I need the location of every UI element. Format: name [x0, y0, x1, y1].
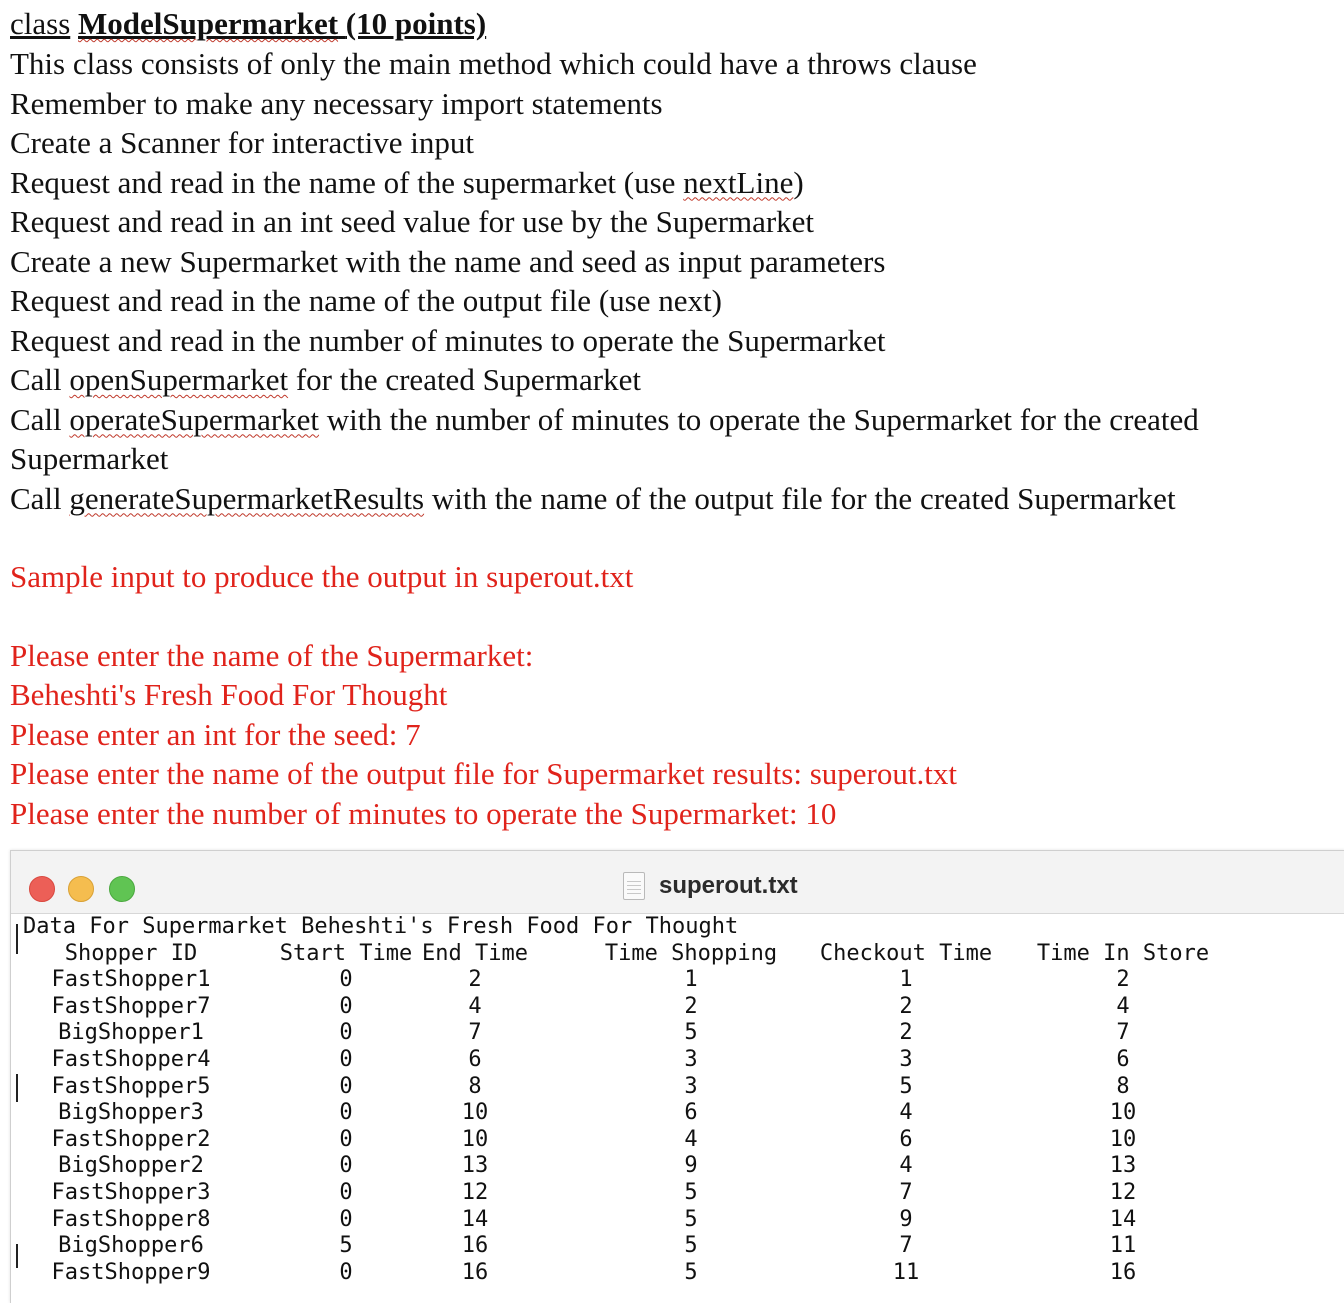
- close-button[interactable]: [29, 876, 55, 902]
- table-cell: 8: [468, 1073, 482, 1099]
- sample-prompt: Please enter the number of minutes to operate the Supermarket: 10: [10, 795, 837, 831]
- table-row: [11, 1047, 1331, 1074]
- table-cell: FastShopper1: [51, 967, 211, 993]
- table-cell: 10: [461, 1100, 489, 1126]
- table-cell: BigShopper1: [58, 1020, 204, 1046]
- column-header: Shopper ID: [64, 940, 198, 966]
- sample-prompt: Please enter the name of the output file for Supermarket results: superout.txt: [10, 756, 957, 791]
- sample-heading: Sample input to produce the output in superout.txt: [10, 559, 634, 594]
- table-cell: FastShopper8: [51, 1206, 211, 1232]
- column-header: Checkout Time: [819, 940, 993, 966]
- table-cell: 6: [468, 1047, 482, 1072]
- table-cell: 2: [684, 993, 698, 1019]
- data-header-line: Data For Supermarket Beheshti's Fresh Food For Thought: [23, 914, 739, 939]
- table-row: [11, 1180, 1331, 1207]
- table-cell: 2: [468, 967, 482, 993]
- table-cell: 2: [899, 993, 913, 1019]
- table-row: [11, 967, 1331, 994]
- operate-method: operateSupermarket: [69, 401, 320, 437]
- table-cell: BigShopper2: [58, 1153, 204, 1179]
- table-cell: 3: [899, 1047, 913, 1072]
- table-cell: 11: [892, 1259, 920, 1285]
- table-cell: 1: [899, 967, 913, 993]
- textedit-window: [10, 850, 1344, 1303]
- table-row: [11, 1260, 1331, 1287]
- table-cell: FastShopper3: [51, 1180, 211, 1205]
- file-content[interactable]: [11, 914, 1344, 1303]
- column-header: Time Shopping: [604, 940, 778, 966]
- text-file-icon: [623, 872, 645, 900]
- table-row: [11, 1207, 1331, 1234]
- instruction-line: Request and read in the number of minutes to operate the Supermarket: [10, 322, 886, 358]
- table-cell: 5: [684, 1180, 698, 1205]
- table-cell: 13: [1109, 1153, 1137, 1179]
- table-cell: 5: [684, 1206, 698, 1232]
- nextline-method: nextLine: [683, 164, 794, 200]
- generate-method: generateSupermarketResults: [69, 480, 425, 516]
- table-cell: 0: [339, 993, 353, 1019]
- table-cell: BigShopper6: [58, 1233, 204, 1259]
- table-cell: 10: [1109, 1100, 1137, 1126]
- table-cell: 7: [1116, 1020, 1130, 1046]
- class-title: [10, 4, 1340, 44]
- instruction-line: Request and read in the name of the output file (use next): [10, 283, 722, 318]
- table-cell: 16: [461, 1259, 489, 1285]
- table-cell: 2: [899, 1020, 913, 1046]
- instruction-line: Create a Scanner for interactive input: [10, 125, 474, 160]
- table-cell: 5: [684, 1233, 698, 1259]
- table-cell: 5: [684, 1020, 698, 1046]
- table-cell: 3: [684, 1047, 698, 1072]
- table-row: [11, 994, 1331, 1021]
- table-cell: 0: [339, 1020, 353, 1046]
- table-row: [11, 1020, 1331, 1047]
- table-cell: 5: [899, 1073, 913, 1099]
- window-title-text: superout.txt: [659, 872, 798, 899]
- table-cell: 9: [899, 1206, 913, 1232]
- table-cell: 4: [468, 993, 482, 1019]
- table-row: [11, 1233, 1331, 1260]
- table-cell: 16: [1109, 1259, 1137, 1285]
- sample-prompt: Please enter the name of the Supermarket:: [10, 637, 534, 673]
- table-cell: 6: [684, 1100, 698, 1126]
- instruction-line: Request and read in an int seed value for use by the Supermarket: [10, 204, 815, 239]
- table-cell: BigShopper3: [58, 1100, 204, 1126]
- window-title: [623, 871, 798, 901]
- table-cell: 11: [1109, 1233, 1137, 1259]
- sample-prompt: Beheshti's Fresh Food For Thought: [10, 677, 448, 712]
- minimize-button[interactable]: [68, 876, 94, 902]
- table-cell: FastShopper4: [51, 1047, 211, 1072]
- class-keyword: class: [10, 6, 71, 41]
- table-cell: 0: [339, 1047, 353, 1072]
- table-cell: 0: [339, 1100, 353, 1126]
- table-row: [11, 1074, 1331, 1101]
- table-cell: 0: [339, 1073, 353, 1099]
- instruction-line-generate: Call generateSupermarketResults with the name of the output file for the created Supermarket: [10, 480, 1176, 516]
- table-cell: 4: [899, 1153, 913, 1179]
- table-cell: FastShopper9: [51, 1259, 211, 1285]
- table-cell: 0: [339, 1206, 353, 1232]
- table-cell: 7: [468, 1020, 482, 1046]
- table-cell: 8: [1116, 1073, 1130, 1099]
- table-cell: 12: [461, 1180, 489, 1205]
- table-cell: 0: [339, 967, 353, 993]
- table-row: [11, 1127, 1331, 1154]
- instruction-line: Remember to make any necessary import statements: [10, 85, 663, 121]
- table-cell: 3: [684, 1073, 698, 1099]
- table-cell: 1: [684, 967, 698, 993]
- table-cell: 5: [684, 1259, 698, 1285]
- assignment-document: [10, 4, 1340, 833]
- instruction-line-operate: Call operateSupermarket with the number of minutes to operate the Supermarket for the created Supermarket: [10, 401, 1199, 476]
- table-cell: 0: [339, 1180, 353, 1205]
- table-cell: 6: [1116, 1047, 1130, 1072]
- table-cell: 4: [1116, 993, 1130, 1019]
- open-method: openSupermarket: [69, 362, 289, 397]
- table-row: [11, 1100, 1331, 1127]
- zoom-button[interactable]: [109, 876, 135, 902]
- column-header-row: [11, 941, 1331, 968]
- table-cell: FastShopper2: [51, 1126, 211, 1152]
- table-cell: 7: [899, 1180, 913, 1205]
- instruction-line-nextline: Request and read in the name of the supermarket (use nextLine): [10, 164, 804, 200]
- table-cell: 6: [899, 1126, 913, 1152]
- table-cell: 9: [684, 1153, 698, 1179]
- column-header: Start Time: [279, 940, 413, 966]
- instruction-line-open: Call openSupermarket for the created Supermarket: [10, 362, 641, 397]
- instruction-line: Create a new Supermarket with the name and seed as input parameters: [10, 243, 886, 279]
- table-cell: 0: [339, 1153, 353, 1179]
- table-cell: FastShopper5: [51, 1073, 211, 1099]
- table-cell: 0: [339, 1126, 353, 1152]
- table-cell: FastShopper7: [51, 993, 211, 1019]
- class-name: ModelSupermarket (10 points): [78, 6, 487, 41]
- sample-prompt: Please enter an int for the seed: 7: [10, 716, 421, 752]
- column-header: End Time: [422, 940, 528, 966]
- column-header: Time In Store: [1036, 940, 1210, 966]
- table-cell: 12: [1109, 1180, 1137, 1205]
- table-cell: 13: [461, 1153, 489, 1179]
- table-cell: 14: [461, 1206, 489, 1232]
- table-cell: 4: [684, 1126, 698, 1152]
- table-cell: 10: [1109, 1126, 1137, 1152]
- table-cell: 5: [339, 1233, 353, 1259]
- table-cell: 4: [899, 1100, 913, 1126]
- table-cell: 16: [461, 1233, 489, 1259]
- window-titlebar[interactable]: [11, 851, 1344, 914]
- instruction-line: This class consists of only the main method which could have a throws clause: [10, 46, 977, 81]
- table-cell: 2: [1116, 967, 1130, 993]
- table-cell: 0: [339, 1259, 353, 1285]
- table-cell: 10: [461, 1126, 489, 1152]
- table-row: [11, 1153, 1331, 1180]
- table-cell: 14: [1109, 1206, 1137, 1232]
- table-cell: 7: [899, 1233, 913, 1259]
